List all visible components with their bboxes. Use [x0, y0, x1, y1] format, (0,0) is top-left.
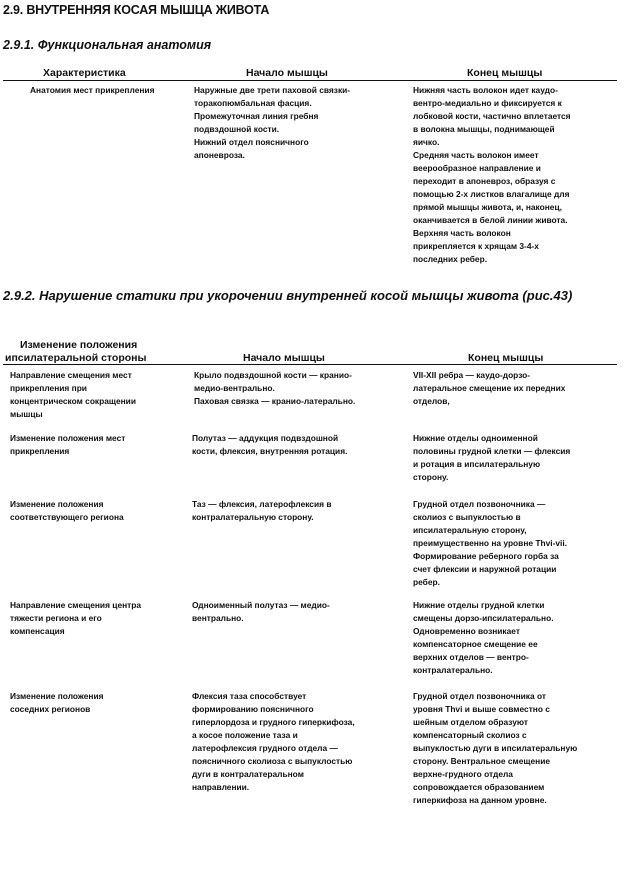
table2-row4-label: Направление смещения центра тяжести региона и его компенсация [10, 600, 142, 636]
table2-row5-end: Грудной отдел позвоночника от уровня Thvi и выше совместно с шейным отделом образуют компенсаторный сколиоз с выпуклостью дуги в ипсилатеральную сторону. Вентральное смещение верхне-грудного отдела сопровождается образованием гиперкифоза на данном уровне. [413, 691, 578, 805]
section1-title: 2.9.1. Функциональная анатомия [3, 38, 212, 52]
table2-row4-end: Нижние отделы грудной клетки смещены дорзо-ипсилатерально. Одновременно возникает компенсаторное смещение ее верхних отделов — вентро- контралатерально. [413, 600, 554, 675]
table2-header-rule [3, 364, 617, 365]
section2-title: 2.9.2. Нарушение статики при укорочении внутренней косой мышцы живота (рис.43) [3, 288, 573, 303]
table2-row3-label: Изменение положения соответствующего региона [10, 499, 124, 522]
table2-row4-start: Одноименный полутаз — медио- вентрально. [192, 600, 330, 623]
table1-row-end: Нижняя часть волокон идет каудо- вентро-медиально и фиксируется к лобковой кости, частично вплетается в волокна мышцы, поднимающей яичко. Средняя часть волокон имеет веерообразное направление и переходит в апоневроз, образуя с помощью 2-х листков влагалище для прямой мышцы живота, и, наконец, оканчивается в белой линии живота. Верхняя часть волокон прикрепляется к хрящам 3-4-х последних ребер. [413, 85, 571, 264]
table1-header-rule [3, 80, 617, 81]
table2-row2-end: Нижние отделы одноименной половины грудной клетки — флексия и ротация в ипсилатеральную сторону. [413, 433, 571, 482]
table1-header-start: Начало мышцы [243, 67, 331, 79]
table2-row2-start: Полутаз — аддукция подвздошной кости, флексия, внутренняя ротация. [192, 433, 348, 456]
table2-header-position-1: Изменение положения [20, 339, 138, 351]
table1-row-start: Наружные две трети паховой связки- торакопюмбальная фасция. Промежуточная линия гребня подвздошной кости. Нижний отдел поясничного апоневроза. [194, 85, 351, 160]
table1-header-end: Конец мышцы [464, 67, 545, 79]
table2-row1-label: Направление смещения мест прикрепления при концентрическом сокращении мышцы [10, 370, 136, 419]
table2-row1-end: VII-XII ребра — каудо-дорзо- латеральное смещение их передних отделов, [413, 370, 566, 406]
table1-row-label: Анатомия мест прикрепления [30, 85, 155, 95]
table2-row2-label: Изменение положения мест прикрепления [10, 433, 126, 456]
table2-row3-start: Таз — флексия, латерофлексия в контралатеральную сторону. [192, 499, 332, 522]
table2-header-end: Конец мышцы [465, 352, 546, 364]
table2-row3-end: Грудной отдел позвоночника — сколиоз с выпуклостью в ипсилатеральную сторону, преимущественно на уровне Thvi-vii. Формирование реберного горба за счет флексии и наружной ротации ребер. [413, 499, 568, 587]
table2-row1-start: Крыло подвздошной кости — кранио- медио-вентрально. Паховая связка — кранио-латерально. [194, 370, 356, 406]
table1-header-characteristic: Характеристика [40, 67, 129, 79]
table2-header-position-2: ипсилатеральной стороны [5, 352, 149, 364]
table2-row5-start: Флексия таза способствует формированию поясничного гиперлордоза и грудного гиперкифоза, а косое положение таза и латерофлексия грудного отдела — поясничного сколиоза с выпуклостью дуги в контралатеральном направлении. [192, 691, 355, 792]
table2-row5-label: Изменение положения соседних регионов [10, 691, 104, 714]
table2-header-start: Начало мышцы [240, 352, 328, 364]
page-heading: 2.9. ВНУТРЕННЯЯ КОСАЯ МЫШЦА ЖИВОТА [3, 3, 270, 17]
